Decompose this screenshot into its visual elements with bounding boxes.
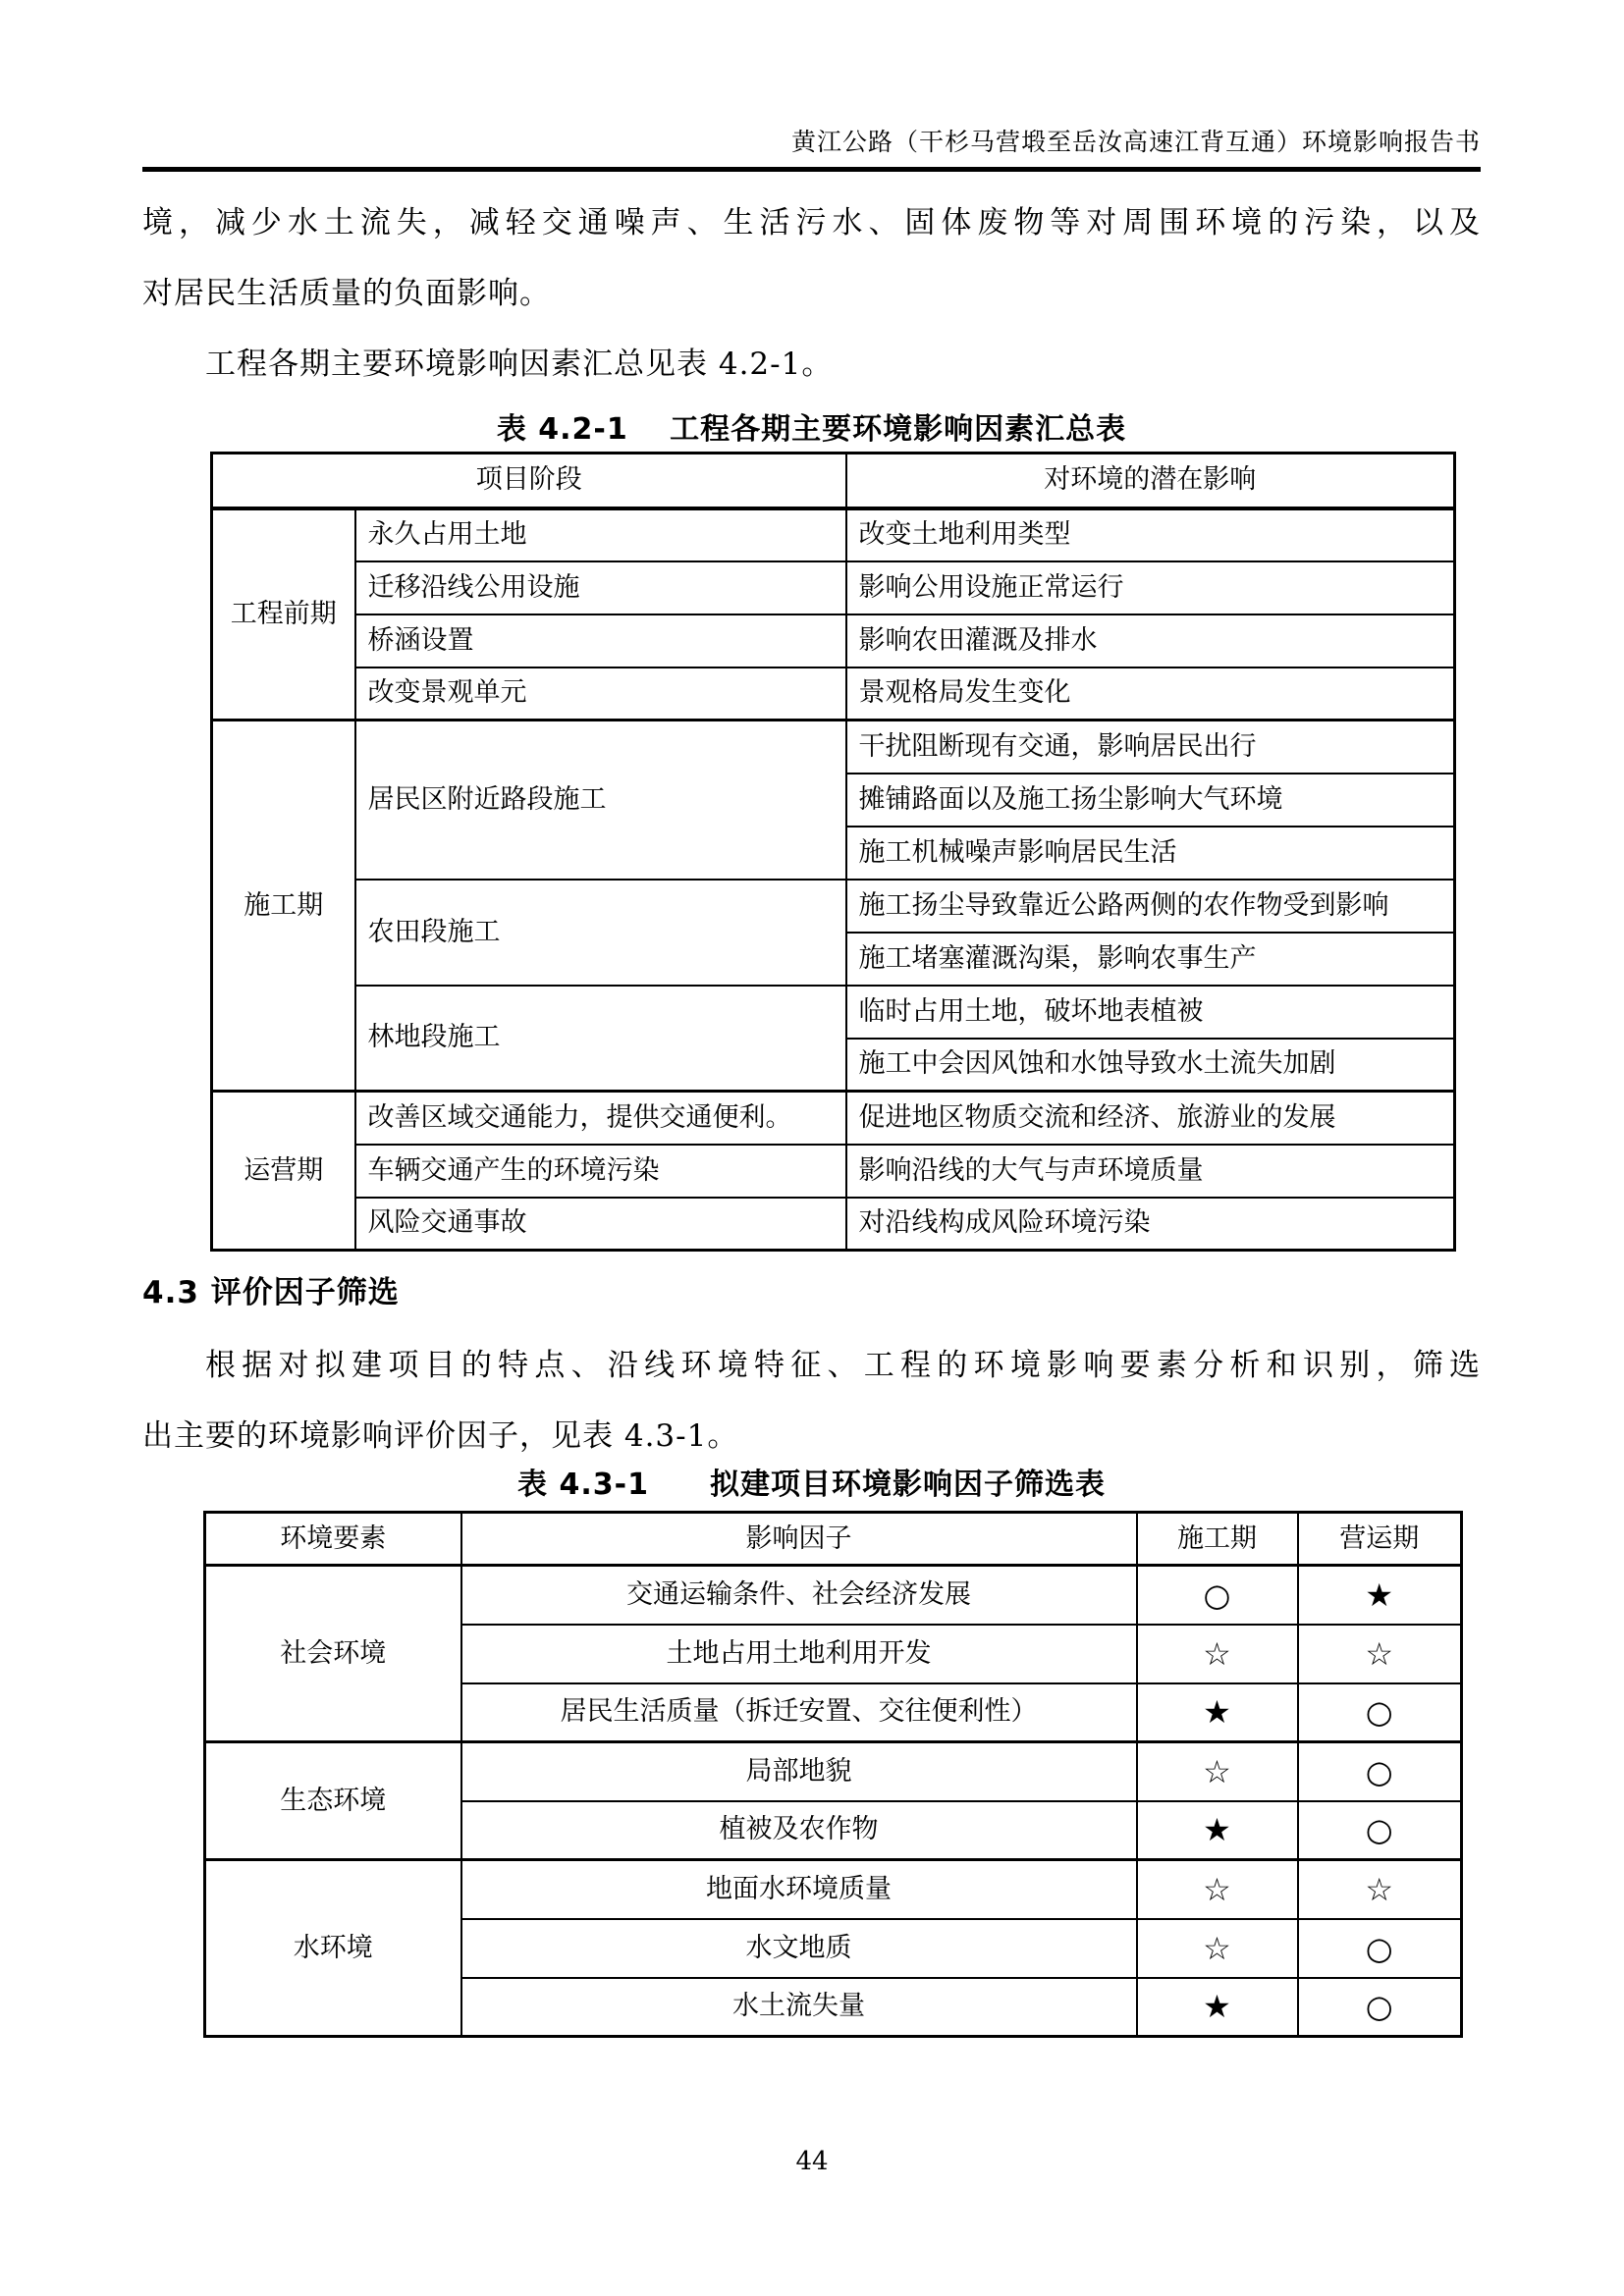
body-paragraph-line: 境，减少水土流失，减轻交通噪声、生活污水、固体废物等对周围环境的污染，以及	[142, 205, 1481, 240]
construction-symbol-cell: ○	[1137, 1566, 1298, 1625]
construction-symbol-cell: ☆	[1137, 1919, 1298, 1978]
element-cell: 水环境	[205, 1860, 461, 2037]
operation-symbol-cell: ☆	[1298, 1860, 1462, 1919]
operation-symbol-cell: ☆	[1298, 1625, 1462, 1683]
table-row	[212, 508, 1455, 561]
table-evaluation-factor-screening	[203, 1511, 1463, 2038]
element-cell: 生态环境	[205, 1742, 461, 1860]
factor-cell: 交通运输条件、社会经济发展	[461, 1566, 1137, 1625]
operation-symbol-cell: ○	[1298, 1978, 1462, 2037]
body-paragraph-line: 对居民生活质量的负面影响。	[142, 276, 551, 311]
stage-cell: 工程前期	[212, 508, 355, 721]
operation-symbol-cell: ○	[1298, 1801, 1462, 1860]
operation-symbol-cell: ○	[1298, 1919, 1462, 1978]
operation-symbol-cell: ★	[1298, 1566, 1462, 1625]
table-row	[212, 721, 1455, 774]
construction-symbol-cell: ☆	[1137, 1625, 1298, 1683]
activity-cell: 永久占用土地	[355, 508, 846, 561]
header-title: 黄江公路（干杉马营塅至岳汝高速江背互通）环境影响报告书	[790, 128, 1481, 156]
table-row	[212, 561, 1455, 614]
page-number: 44	[795, 2147, 829, 2176]
table-header-row	[212, 454, 1455, 508]
impact-cell: 改变土地利用类型	[846, 508, 1455, 561]
impact-cell: 施工扬尘导致靠近公路两侧的农作物受到影响	[846, 880, 1455, 933]
factor-cell: 土地占用土地利用开发	[461, 1625, 1137, 1683]
activity-cell: 改变景观单元	[355, 667, 846, 721]
activity-cell: 农田段施工	[355, 880, 846, 986]
factor-cell: 地面水环境质量	[461, 1860, 1137, 1919]
table1-title: 表 4.2-1 工程各期主要环境影响因素汇总表	[496, 412, 1127, 447]
impact-cell: 摊铺路面以及施工扬尘影响大气环境	[846, 774, 1455, 827]
impact-cell: 影响农田灌溉及排水	[846, 614, 1455, 667]
activity-cell: 迁移沿线公用设施	[355, 561, 846, 614]
element-cell: 社会环境	[205, 1566, 461, 1742]
impact-cell: 对沿线构成风险环境污染	[846, 1198, 1455, 1251]
table-row	[212, 880, 1455, 933]
stage-cell: 施工期	[212, 721, 355, 1092]
column-header-construction-period: 施工期	[1137, 1513, 1298, 1566]
body-paragraph-line: 根据对拟建项目的特点、沿线环境特征、工程的环境影响要素分析和识别，筛选	[205, 1348, 1481, 1383]
section-heading-4-3: 4.3 评价因子筛选	[142, 1275, 400, 1310]
page-header	[142, 0, 1481, 172]
impact-cell: 影响公用设施正常运行	[846, 561, 1455, 614]
impact-cell: 施工堵塞灌溉沟渠，影响农事生产	[846, 933, 1455, 986]
activity-cell: 林地段施工	[355, 986, 846, 1092]
impact-cell: 临时占用土地，破坏地表植被	[846, 986, 1455, 1039]
table-impact-factors-summary	[210, 452, 1456, 1252]
table-row	[212, 667, 1455, 721]
construction-symbol-cell: ★	[1137, 1978, 1298, 2037]
factor-cell: 居民生活质量（拆迁安置、交往便利性）	[461, 1683, 1137, 1742]
table-header-row	[205, 1513, 1462, 1566]
column-header-environment-element: 环境要素	[205, 1513, 461, 1566]
table-row	[205, 1566, 1462, 1625]
body-paragraph-line: 工程各期主要环境影响因素汇总见表 4.2-1。	[205, 347, 834, 382]
table-row	[212, 1198, 1455, 1251]
activity-cell: 车辆交通产生的环境污染	[355, 1145, 846, 1198]
factor-cell: 局部地貌	[461, 1742, 1137, 1801]
construction-symbol-cell: ☆	[1137, 1860, 1298, 1919]
construction-symbol-cell: ★	[1137, 1683, 1298, 1742]
table-row	[212, 1145, 1455, 1198]
body-paragraph-line: 出主要的环境影响评价因子，见表 4.3-1。	[142, 1418, 739, 1454]
column-header-project-stage: 项目阶段	[212, 454, 846, 508]
column-header-potential-impact: 对环境的潜在影响	[846, 454, 1455, 508]
stage-cell: 运营期	[212, 1092, 355, 1251]
impact-cell: 促进地区物质交流和经济、旅游业的发展	[846, 1092, 1455, 1145]
table-row	[212, 614, 1455, 667]
impact-cell: 干扰阻断现有交通，影响居民出行	[846, 721, 1455, 774]
column-header-impact-factor: 影响因子	[461, 1513, 1137, 1566]
activity-cell: 桥涵设置	[355, 614, 846, 667]
activity-cell: 风险交通事故	[355, 1198, 846, 1251]
construction-symbol-cell: ☆	[1137, 1742, 1298, 1801]
factor-cell: 植被及农作物	[461, 1801, 1137, 1860]
impact-cell: 影响沿线的大气与声环境质量	[846, 1145, 1455, 1198]
factor-cell: 水土流失量	[461, 1978, 1137, 2037]
operation-symbol-cell: ○	[1298, 1683, 1462, 1742]
table2-title: 表 4.3-1 拟建项目环境影响因子筛选表	[517, 1468, 1106, 1502]
impact-cell: 景观格局发生变化	[846, 667, 1455, 721]
column-header-operation-period: 营运期	[1298, 1513, 1462, 1566]
table-row	[205, 1742, 1462, 1801]
table-row	[205, 1860, 1462, 1919]
operation-symbol-cell: ○	[1298, 1742, 1462, 1801]
table-row	[212, 1092, 1455, 1145]
construction-symbol-cell: ★	[1137, 1801, 1298, 1860]
impact-cell: 施工机械噪声影响居民生活	[846, 827, 1455, 880]
impact-cell: 施工中会因风蚀和水蚀导致水土流失加剧	[846, 1039, 1455, 1092]
factor-cell: 水文地质	[461, 1919, 1137, 1978]
table-row	[212, 986, 1455, 1039]
activity-cell: 居民区附近路段施工	[355, 721, 846, 880]
activity-cell: 改善区域交通能力，提供交通便利。	[355, 1092, 846, 1145]
